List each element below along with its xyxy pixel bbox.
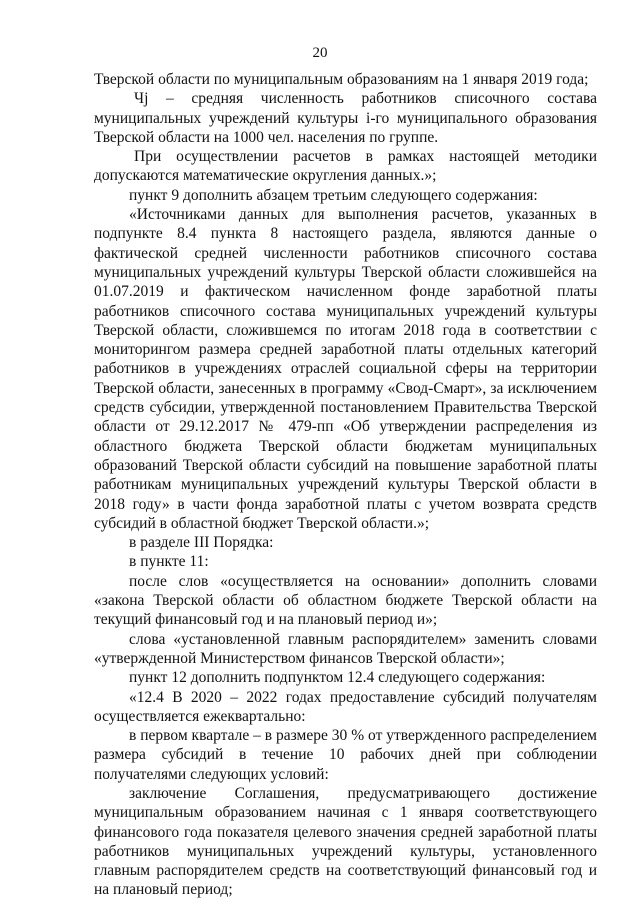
paragraph-1: Тверской области по муниципальным образованиям на 1 января 2019 года; xyxy=(94,71,589,88)
paragraph-6: в разделе III Порядка: xyxy=(129,534,274,552)
document-body xyxy=(94,70,597,900)
paragraph-7: в пункте 11: xyxy=(129,553,209,571)
paragraph-9: слова «установленной главным распорядителем» заменить словами «утвержденной Министерством финансов Тверской области»; xyxy=(94,630,597,667)
paragraph-11: «12.4 В 2020 – 2022 годах предоставление субсидий получателям осуществляется ежеквартально: xyxy=(94,688,597,725)
paragraph-8: после слов «осуществляется на основании» дополнить словами «закона Тверской области об областном бюджете Тверской области на текущий финансовый год и на плановый период и»; xyxy=(94,572,597,629)
paragraph-4: пункт 9 дополнить абзацем третьим следующего содержания: xyxy=(129,186,538,204)
paragraph-2: Чj – средняя численность работников списочного состава муниципальных учреждений культуры i-го муниципального образования Тверской области на 1000 чел. населения по группе. xyxy=(94,90,597,146)
paragraph-13: заключение Соглашения, предусматривающего достижение муниципальным образованием начиная с 1 января соответствующего финансового года показателя целевого значения средней заработной платы работников муниципальных учреждений культуры, установленного главным распорядителем средств на соответствующий финансовый год и на плановый период; xyxy=(94,784,597,899)
paragraph-12: в первом квартале – в размере 30 % от утвержденного распределением размера субсидий в течение 10 рабочих дней при соблюдении получателями следующих условий: xyxy=(94,727,597,783)
paragraph-3: При осуществлении расчетов в рамках настоящей методики допускаются математические округления данных.»; xyxy=(94,148,597,185)
paragraph-5: «Источниками данных для выполнения расчетов, указанных в подпункте 8.4 пункта 8 настоящего раздела, являются данные о фактической средней численности работников списочного состава муниципальных учреждений культуры Тверской области сложившейся на 01.07.2019 и фактическом начисленном фонде заработной платы работников списочного состава муниципальных учреждений культуры Тверской области, сложившемся по итогам 2018 года в соответствии с мониторингом размера средней заработной платы отдельных категорий работников в учреждениях отраслей социальной сферы на территории Тверской области, занесенных в программу «Свод-Смарт», за исключением средств субсидии, утвержденной постановлением Правительства Тверской области от 29.12.2017 № 479-пп «Об утверждении распределения из областного бюджета Тверской области бюджетам муниципальных образований Тверской области субсидий на повышение заработной платы работникам муниципальных учреждений культуры Тверской области в 2018 году» в части фонда заработной платы с учетом возврата средств субсидий в областной бюджет Тверской области.»; xyxy=(94,206,597,532)
paragraph-10: пункт 12 дополнить подпунктом 12.4 следующего содержания: xyxy=(129,669,546,687)
page-number: 20 xyxy=(312,45,328,61)
